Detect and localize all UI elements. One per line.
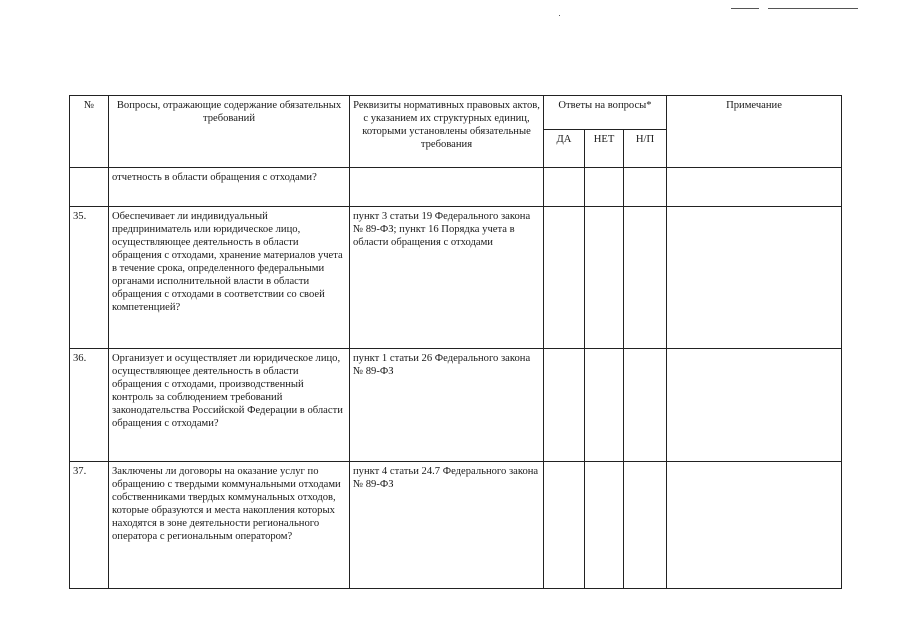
table-row (70, 462, 842, 589)
answer-na-cell[interactable] (624, 349, 667, 462)
header-requisites: Реквизиты нормативных правовых актов, с указанием их структурных единиц, которыми установлены обязательные требования (350, 96, 544, 168)
answer-no-cell[interactable] (585, 207, 624, 349)
scan-artifact-dot (559, 15, 560, 16)
answer-na-cell[interactable] (624, 207, 667, 349)
table-row (70, 349, 842, 462)
answer-na-cell[interactable] (624, 462, 667, 589)
row-question: Заключены ли договоры на оказание услуг по обращению с твердыми коммунальными отходами собственниками твердых коммунальных отходов, которые образуются и места накопления которых находятся в зоне деятельности регионального оператора с региональным оператором? (109, 462, 350, 589)
header-na: Н/П (624, 130, 667, 168)
row-requisite: пункт 1 статьи 26 Федерального закона № 89-ФЗ (350, 349, 544, 462)
scan-artifact-line (731, 8, 759, 9)
answer-na-cell[interactable] (624, 168, 667, 207)
table-row (70, 168, 842, 207)
row-requisite: пункт 4 статьи 24.7 Федерального закона № 89-ФЗ (350, 462, 544, 589)
header-number: № (70, 96, 109, 168)
row-requisite (350, 168, 544, 207)
row-requisite: пункт 3 статьи 19 Федерального закона № 89-ФЗ; пункт 16 Порядка учета в области обращения с отходами (350, 207, 544, 349)
answer-yes-cell[interactable] (544, 207, 585, 349)
scan-artifact-line (768, 8, 858, 9)
answer-yes-cell[interactable] (544, 168, 585, 207)
header-note: Примечание (667, 96, 842, 168)
note-cell[interactable] (667, 349, 842, 462)
answer-yes-cell[interactable] (544, 349, 585, 462)
header-no: НЕТ (585, 130, 624, 168)
answer-yes-cell[interactable] (544, 462, 585, 589)
note-cell[interactable] (667, 207, 842, 349)
row-question: Организует и осуществляет ли юридическое лицо, осуществляющее деятельность в области обращения с отходами, производственный контроль за соблюдением требований законодательства Российской Федерации в области обращения с отходами? (109, 349, 350, 462)
header-yes: ДА (544, 130, 585, 168)
checklist-table (69, 95, 842, 589)
table-row (70, 207, 842, 349)
note-cell[interactable] (667, 168, 842, 207)
answer-no-cell[interactable] (585, 168, 624, 207)
row-number (70, 168, 109, 207)
row-number: 36. (70, 349, 109, 462)
row-number: 35. (70, 207, 109, 349)
row-question: отчетность в области обращения с отходами? (109, 168, 350, 207)
header-questions: Вопросы, отражающие содержание обязательных требований (109, 96, 350, 168)
row-number: 37. (70, 462, 109, 589)
note-cell[interactable] (667, 462, 842, 589)
answer-no-cell[interactable] (585, 349, 624, 462)
header-answers: Ответы на вопросы* (544, 96, 667, 130)
row-question: Обеспечивает ли индивидуальный предприниматель или юридическое лицо, осуществляющее деятельность в области обращения с отходами, хранение материалов учета в течение срока, определенного федеральными органами исполнительной власти в области обращения с отходами в соответствии со своей компетенцией? (109, 207, 350, 349)
answer-no-cell[interactable] (585, 462, 624, 589)
